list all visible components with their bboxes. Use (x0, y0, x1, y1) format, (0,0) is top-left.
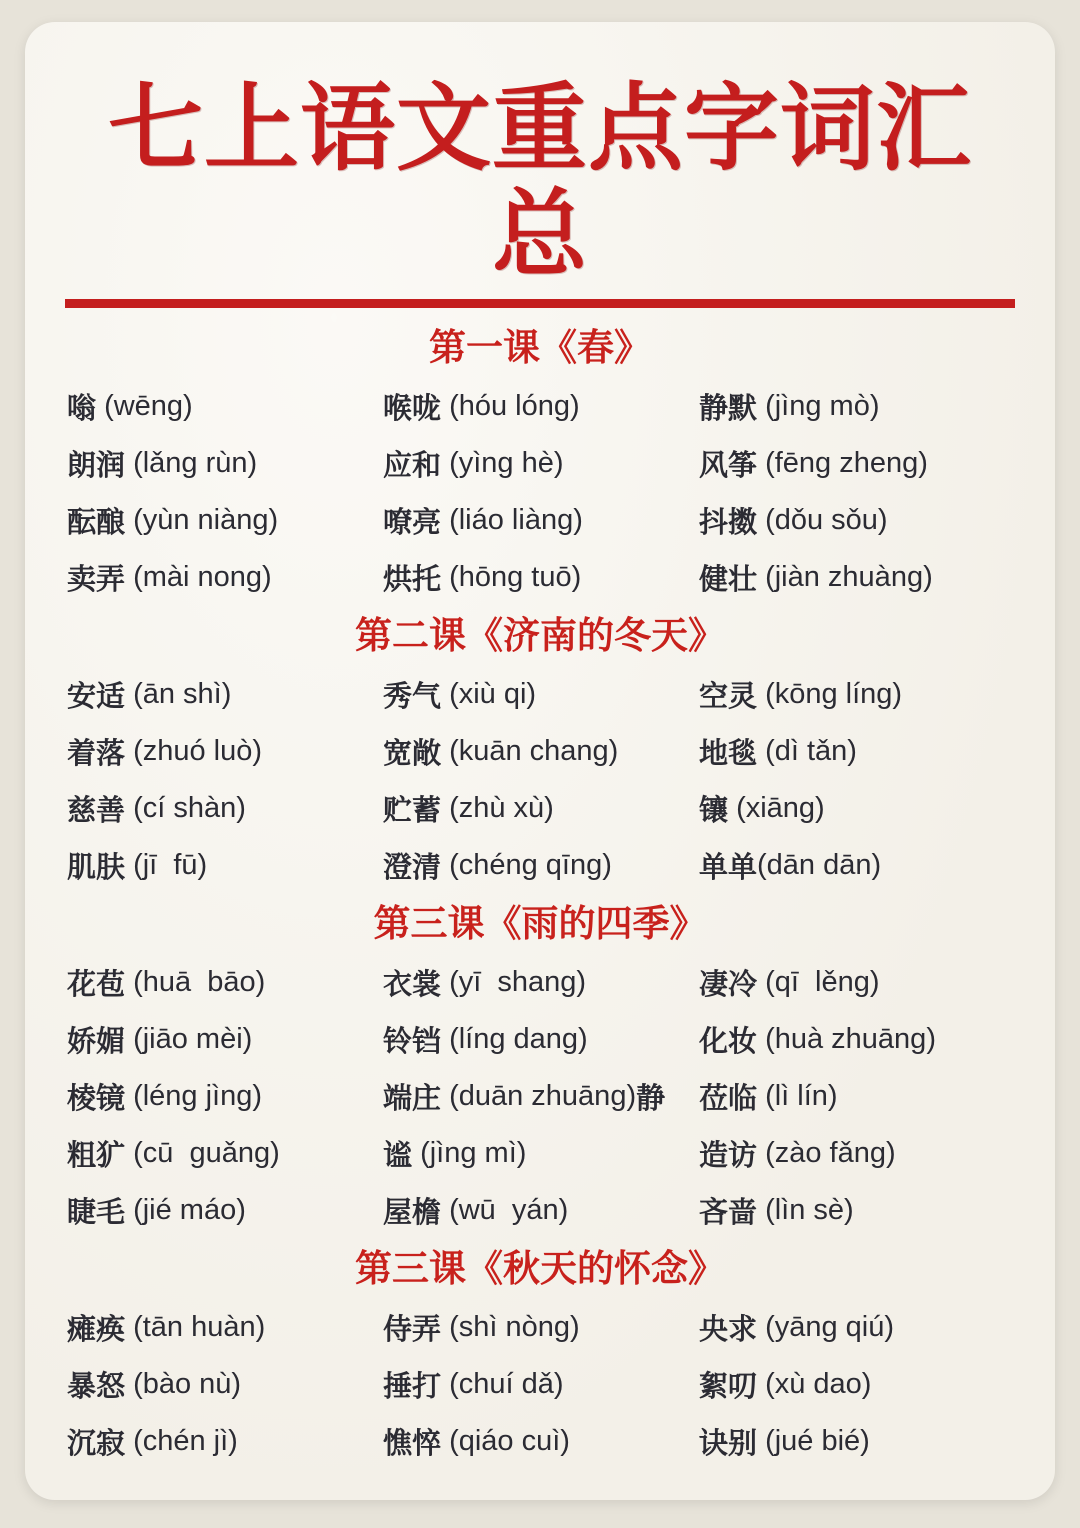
word-hanzi: 宽敞 (383, 737, 442, 770)
word-column (383, 378, 699, 606)
word-hanzi: 谧 (383, 1139, 413, 1172)
word-entry (383, 549, 699, 606)
word-grid (65, 666, 1015, 894)
word-suffix: 静 (636, 1082, 666, 1115)
word-entry (67, 1299, 383, 1356)
word-entry (67, 780, 383, 837)
word-pinyin: (chuí dǎ) (441, 1367, 564, 1400)
word-entry (383, 1413, 699, 1470)
word-hanzi: 安适 (67, 680, 126, 713)
word-pinyin: (chéng qīng) (441, 848, 612, 881)
word-column (67, 954, 383, 1239)
word-entry (699, 1356, 1015, 1413)
word-entry (67, 435, 383, 492)
word-pinyin: (tān huàn) (125, 1310, 266, 1343)
word-entry (383, 492, 699, 549)
word-hanzi: 铃铛 (383, 1025, 442, 1058)
word-pinyin: (shì nòng) (441, 1310, 580, 1343)
word-hanzi: 秀气 (383, 680, 442, 713)
word-entry (699, 435, 1015, 492)
word-column (383, 666, 699, 894)
word-pinyin: (kōng líng) (757, 677, 903, 710)
word-grid (65, 954, 1015, 1239)
word-hanzi: 静默 (699, 392, 758, 425)
word-hanzi: 酝酿 (67, 506, 126, 539)
word-entry (67, 837, 383, 894)
section-header: 第三课《秋天的怀念》 (355, 1247, 725, 1289)
word-hanzi: 肌肤 (67, 851, 126, 884)
word-grid (65, 1299, 1015, 1470)
word-hanzi: 造访 (699, 1139, 758, 1172)
word-pinyin: (qī lěng) (757, 965, 880, 998)
word-column (699, 378, 1015, 606)
word-hanzi: 单单 (699, 851, 758, 884)
word-pinyin: (jìng mì) (412, 1136, 527, 1169)
word-pinyin: (chén jì) (125, 1424, 238, 1457)
word-pinyin: (ān shì) (125, 677, 232, 710)
word-entry (699, 549, 1015, 606)
word-hanzi: 暴怒 (67, 1370, 126, 1403)
word-hanzi: 捶打 (383, 1370, 442, 1403)
word-pinyin: (wēng) (96, 389, 193, 422)
word-column (699, 666, 1015, 894)
word-hanzi: 憔悴 (383, 1427, 442, 1460)
word-entry (699, 492, 1015, 549)
page-title: 七上语文重点字词汇总 (65, 76, 1015, 308)
word-entry (383, 435, 699, 492)
word-hanzi: 澄清 (383, 851, 442, 884)
word-hanzi: 健壮 (699, 563, 758, 596)
word-hanzi: 诀别 (699, 1427, 758, 1460)
word-pinyin: (zào fǎng) (757, 1136, 896, 1169)
word-pinyin: (dì tǎn) (757, 734, 857, 767)
word-pinyin: (cí shàn) (125, 791, 246, 824)
word-entry (699, 1125, 1015, 1182)
word-hanzi: 吝啬 (699, 1196, 758, 1229)
word-hanzi: 地毯 (699, 737, 758, 770)
word-hanzi: 化妆 (699, 1025, 758, 1058)
word-hanzi: 棱镜 (67, 1082, 126, 1115)
word-pinyin: (dān dān) (757, 848, 882, 881)
word-pinyin: (liáo liàng) (441, 503, 583, 536)
word-hanzi: 贮蓄 (383, 794, 442, 827)
word-hanzi: 应和 (383, 449, 442, 482)
word-hanzi: 嘹亮 (383, 506, 442, 539)
word-entry (67, 1125, 383, 1182)
word-column (67, 666, 383, 894)
word-pinyin: (qiáo cuì) (441, 1424, 570, 1457)
word-pinyin: (dǒu sǒu) (757, 503, 888, 536)
word-hanzi: 衣裳 (383, 968, 442, 1001)
worksheet-card (25, 22, 1055, 1500)
word-entry (67, 954, 383, 1011)
word-pinyin: (jiāo mèi) (125, 1022, 253, 1055)
word-entry (383, 837, 699, 894)
word-entry (67, 549, 383, 606)
word-pinyin: (xiāng) (728, 791, 825, 824)
word-pinyin: (huā bāo) (125, 965, 266, 998)
word-entry (699, 1068, 1015, 1125)
word-entry (67, 1011, 383, 1068)
word-pinyin: (wū yán) (441, 1193, 569, 1226)
word-hanzi: 风筝 (699, 449, 758, 482)
word-entry (699, 378, 1015, 435)
word-pinyin: (hóu lóng) (441, 389, 580, 422)
word-pinyin: (hōng tuō) (441, 560, 582, 593)
word-entry (383, 954, 699, 1011)
word-pinyin: (léng jìng) (125, 1079, 263, 1112)
word-hanzi: 睫毛 (67, 1196, 126, 1229)
word-pinyin: (jué bié) (757, 1424, 870, 1457)
word-hanzi: 端庄 (383, 1082, 442, 1115)
word-entry (383, 1182, 699, 1239)
word-column (699, 1299, 1015, 1470)
word-pinyin: (fēng zheng) (757, 446, 928, 479)
word-pinyin: (líng dang) (441, 1022, 588, 1055)
word-pinyin: (xù dao) (757, 1367, 872, 1400)
word-entry (699, 1299, 1015, 1356)
word-column (383, 954, 699, 1239)
word-hanzi: 侍弄 (383, 1313, 442, 1346)
word-pinyin: (lǎng rùn) (125, 446, 258, 479)
word-hanzi: 凄冷 (699, 968, 758, 1001)
word-pinyin: (jī fū) (125, 848, 208, 881)
word-entry (383, 723, 699, 780)
word-entry (699, 780, 1015, 837)
word-hanzi: 沉寂 (67, 1427, 126, 1460)
word-entry (699, 1011, 1015, 1068)
word-entry (383, 378, 699, 435)
section-header: 第二课《济南的冬天》 (355, 614, 725, 656)
word-hanzi: 朗润 (67, 449, 126, 482)
word-hanzi: 娇媚 (67, 1025, 126, 1058)
word-pinyin: (jìng mò) (757, 389, 880, 422)
word-entry (699, 1413, 1015, 1470)
word-entry (383, 1011, 699, 1068)
title-wrap (65, 76, 1015, 308)
word-hanzi: 烘托 (383, 563, 442, 596)
word-entry (383, 1068, 699, 1125)
word-hanzi: 喉咙 (383, 392, 442, 425)
word-entry (67, 1182, 383, 1239)
word-hanzi: 镶 (699, 794, 729, 827)
word-pinyin: (mài nong) (125, 560, 272, 593)
word-entry (699, 1182, 1015, 1239)
sections-container (65, 318, 1015, 1470)
word-hanzi: 空灵 (699, 680, 758, 713)
word-pinyin: (bào nù) (125, 1367, 242, 1400)
word-column (67, 378, 383, 606)
word-pinyin: (yī shang) (441, 965, 587, 998)
word-hanzi: 絮叨 (699, 1370, 758, 1403)
word-pinyin: (jié máo) (125, 1193, 246, 1226)
word-hanzi: 粗犷 (67, 1139, 126, 1172)
word-hanzi: 屋檐 (383, 1196, 442, 1229)
word-pinyin: (yāng qiú) (757, 1310, 895, 1343)
word-entry (383, 666, 699, 723)
word-pinyin: (xiù qi) (441, 677, 537, 710)
word-hanzi: 卖弄 (67, 563, 126, 596)
word-hanzi: 莅临 (699, 1082, 758, 1115)
word-column (383, 1299, 699, 1470)
word-entry (383, 1356, 699, 1413)
word-pinyin: (yùn niàng) (125, 503, 279, 536)
word-hanzi: 抖擞 (699, 506, 758, 539)
word-entry (699, 954, 1015, 1011)
word-entry (699, 723, 1015, 780)
word-entry (383, 780, 699, 837)
word-entry (383, 1125, 699, 1182)
word-pinyin: (zhuó luò) (125, 734, 263, 767)
word-pinyin: (zhù xù) (441, 791, 554, 824)
word-hanzi: 着落 (67, 737, 126, 770)
word-pinyin: (cū guǎng) (125, 1136, 280, 1169)
section-header: 第三课《雨的四季》 (373, 902, 707, 944)
word-entry (699, 666, 1015, 723)
word-pinyin: (duān zhuāng) (441, 1079, 637, 1112)
word-pinyin: (lì lín) (757, 1079, 838, 1112)
word-entry (67, 492, 383, 549)
word-hanzi: 嗡 (67, 392, 97, 425)
word-hanzi: 花苞 (67, 968, 126, 1001)
word-pinyin: (yìng hè) (441, 446, 564, 479)
word-entry (383, 1299, 699, 1356)
word-entry (67, 666, 383, 723)
word-pinyin: (jiàn zhuàng) (757, 560, 933, 593)
word-column (67, 1299, 383, 1470)
word-entry (67, 723, 383, 780)
word-entry (67, 1413, 383, 1470)
word-entry (67, 1356, 383, 1413)
word-entry (67, 378, 383, 435)
word-pinyin: (huà zhuāng) (757, 1022, 936, 1055)
word-hanzi: 央求 (699, 1313, 758, 1346)
word-hanzi: 瘫痪 (67, 1313, 126, 1346)
word-grid (65, 378, 1015, 606)
word-hanzi: 慈善 (67, 794, 126, 827)
word-pinyin: (kuān chang) (441, 734, 619, 767)
word-entry (699, 837, 1015, 894)
word-entry (67, 1068, 383, 1125)
word-pinyin: (lìn sè) (757, 1193, 854, 1226)
word-column (699, 954, 1015, 1239)
section-header: 第一课《春》 (429, 326, 651, 368)
